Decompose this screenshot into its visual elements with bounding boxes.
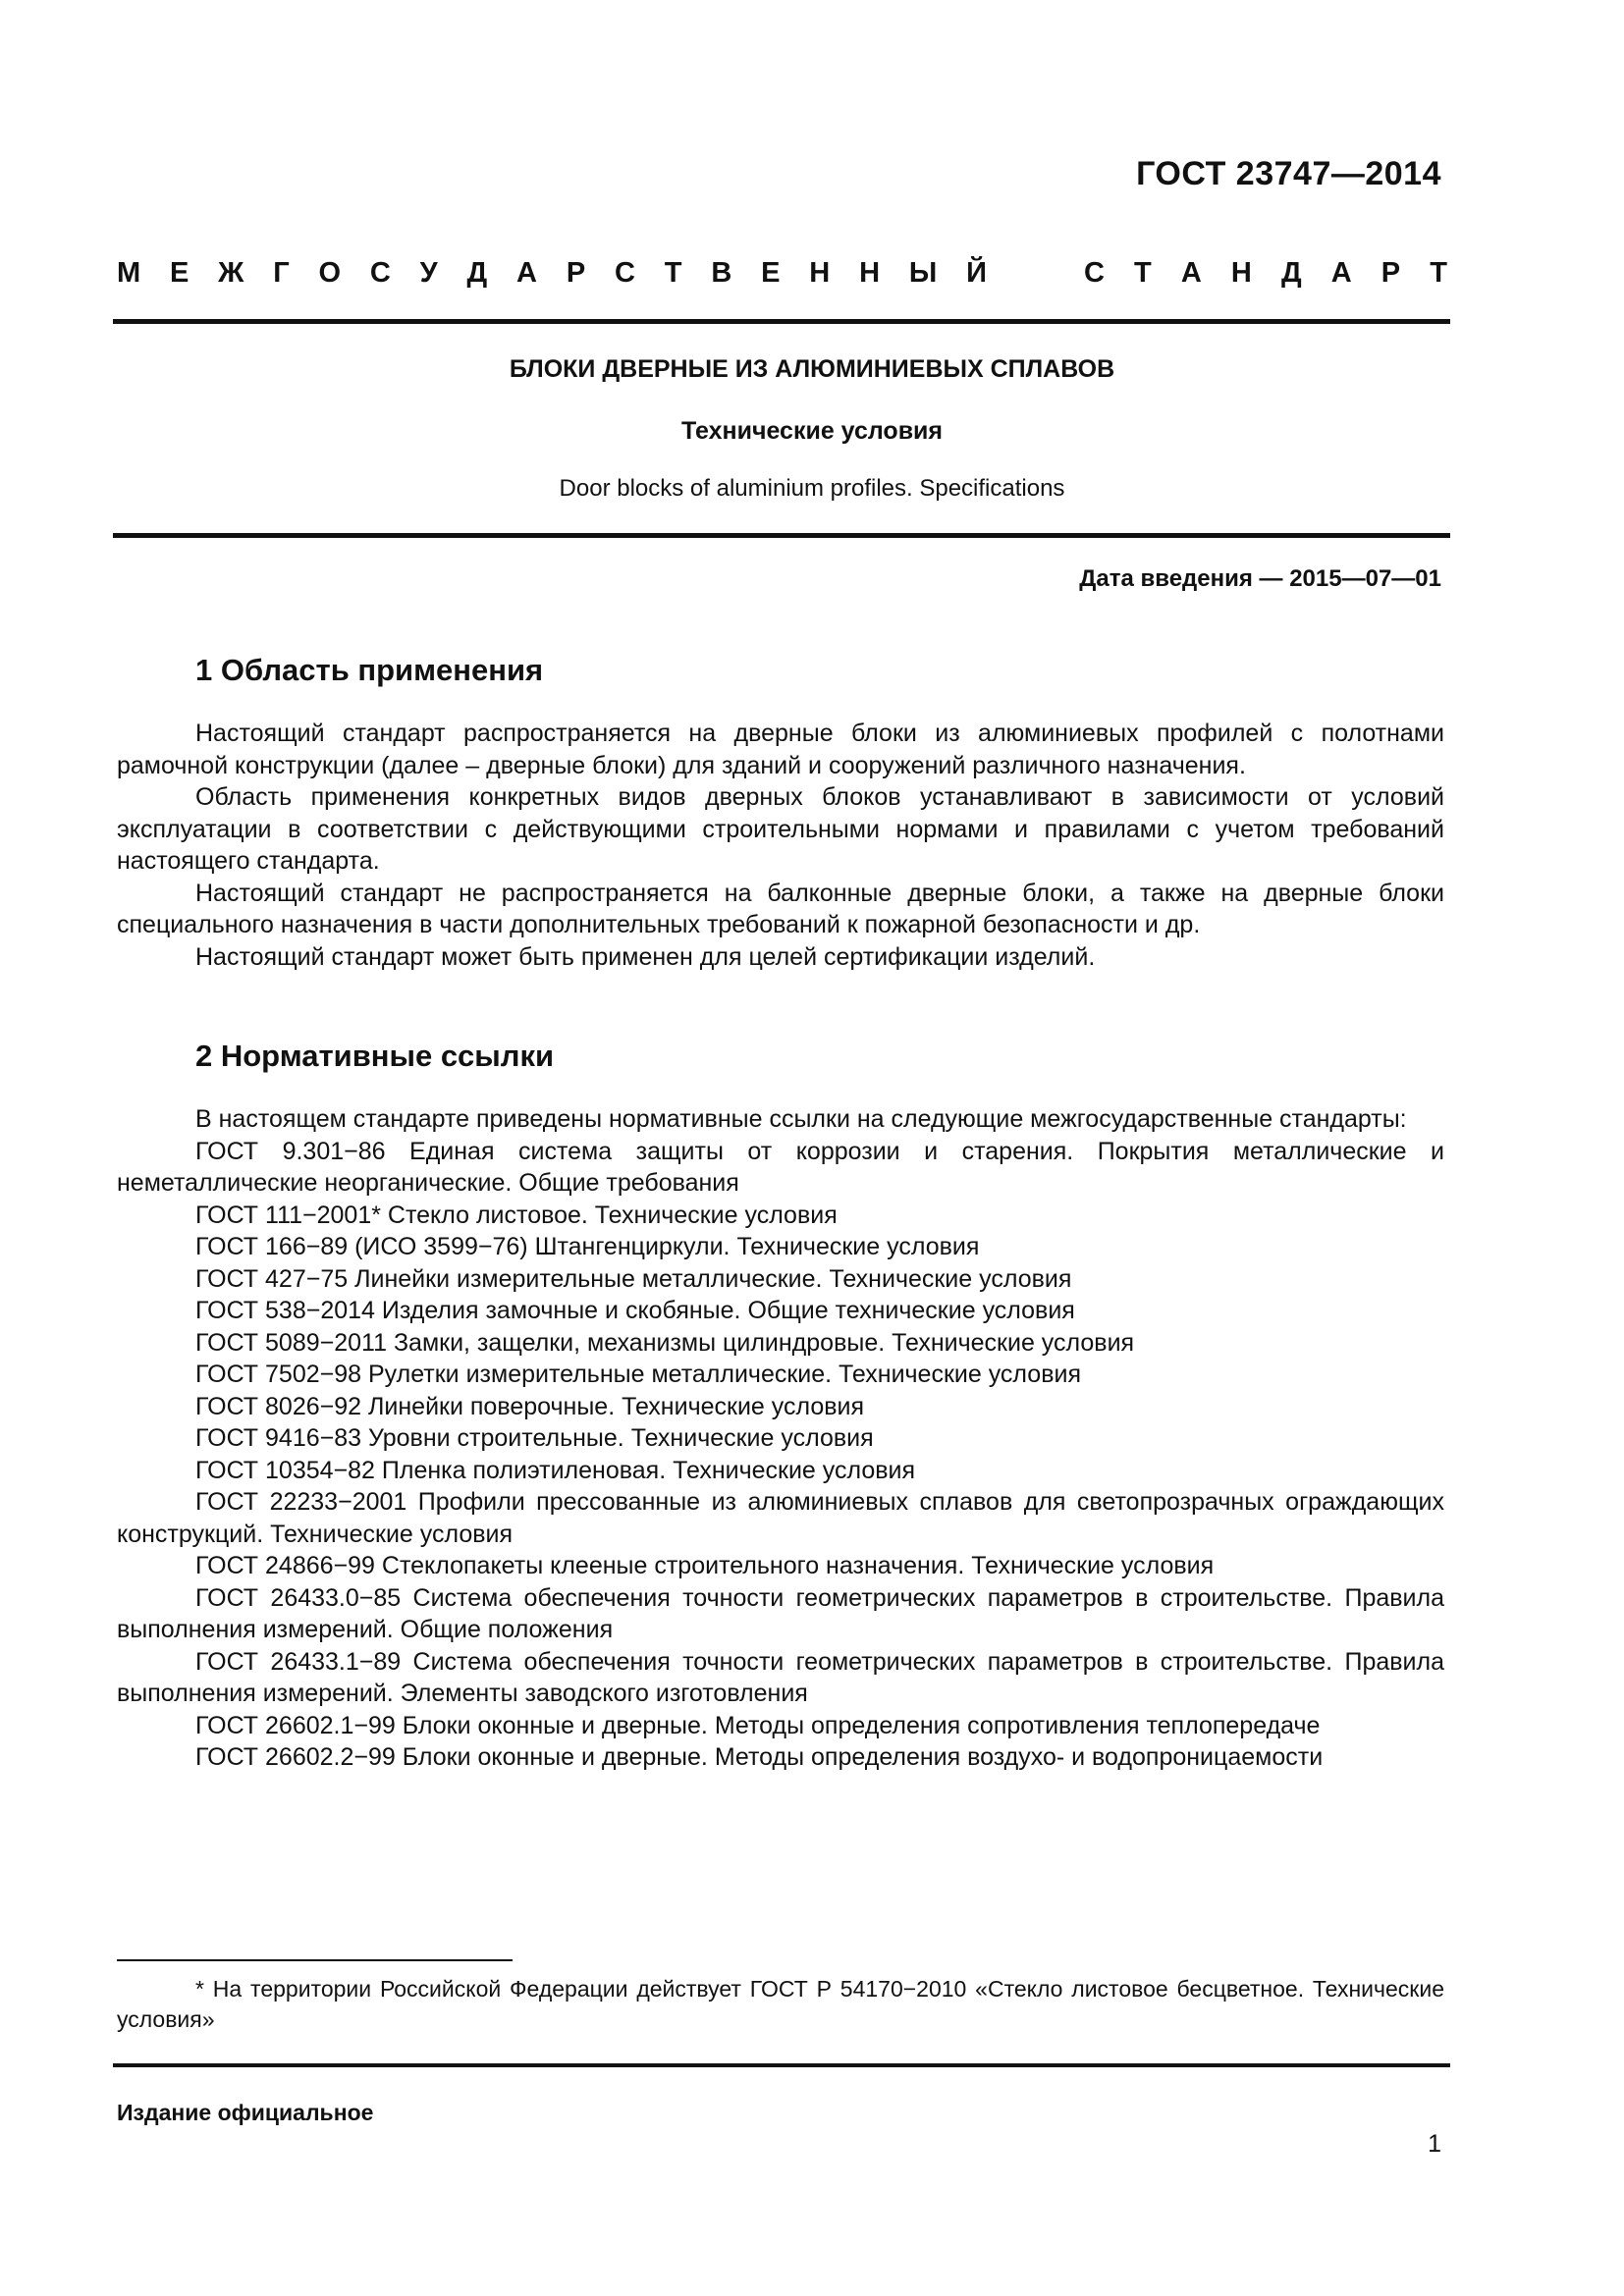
reference-item: ГОСТ 26602.2−99 Блоки оконные и дверные. Методы определения воздухо- и водопроницаемости [195, 1743, 1324, 1771]
reference-item: ГОСТ 10354−82 Пленка полиэтиленовая. Технические условия [195, 1456, 916, 1484]
section-1-heading: 1 Область применения [195, 653, 544, 687]
standard-type-banner [117, 257, 1447, 290]
reference-item: ГОСТ 26602.1−99 Блоки оконные и дверные. Методы определения сопротивления теплопередаче [195, 1711, 1321, 1739]
footnote: * На территории Российской Федерации действует ГОСТ Р 54170−2010 «Стекло листовое бесцветное. Технические условия» [117, 1976, 1444, 2032]
section-1-body [117, 718, 1444, 973]
paragraph: Настоящий стандарт не распространяется на балконные дверные блоки, а также на дверные блоки специального назначения в части дополнительных требований к пожарной безопасности и др. [117, 879, 1444, 938]
banner-letter: Н [809, 257, 831, 289]
banner-letter: Р [566, 257, 586, 289]
reference-item: ГОСТ 111−2001* Стекло листовое. Технические условия [195, 1201, 838, 1229]
banner-letter: Р [1380, 257, 1401, 289]
banner-letter: О [318, 257, 342, 289]
banner-letter: С [369, 257, 391, 289]
banner-letter: В [711, 257, 732, 289]
standard-type-word-standard [1084, 257, 1447, 290]
paragraph: В настоящем стандарте приведены нормативные ссылки на следующие межгосударственные стандарты: [195, 1105, 1407, 1133]
banner-letter: Ж [218, 257, 244, 289]
reference-item: ГОСТ 7502−98 Рулетки измерительные металлические. Технические условия [195, 1361, 1081, 1388]
banner-letter: Т [664, 257, 682, 289]
reference-item: ГОСТ 26433.1−89 Система обеспечения точности геометрических параметров в строительстве. Правила выполнения измерений. Элементы заводского изготовления [117, 1647, 1444, 1707]
introduction-date: Дата введения — 2015—07—01 [1079, 565, 1441, 592]
document-title-english: Door blocks of aluminium profiles. Specifications [559, 475, 1065, 502]
paragraph: Настоящий стандарт может быть применен для целей сертификации изделий. [195, 942, 1096, 971]
paragraph: Настоящий стандарт распространяется на дверные блоки из алюминиевых профилей с полотнами рамочной конструкции (далее – дверные блоки) для зданий и сооружений различного назначения. [117, 720, 1444, 779]
section-2-body [117, 1103, 1444, 1774]
document-title: БЛОКИ ДВЕРНЫЕ ИЗ АЛЮМИНИЕВЫХ СПЛАВОВ [509, 355, 1115, 383]
document-subtitle: Технические условия [680, 417, 944, 445]
banner-letter: Д [466, 257, 488, 289]
reference-item: ГОСТ 8026−92 Линейки поверочные. Технические условия [195, 1392, 865, 1420]
reference-item: ГОСТ 9416−83 Уровни строительные. Технические условия [195, 1424, 874, 1452]
reference-item: ГОСТ 26433.0−85 Система обеспечения точности геометрических параметров в строительстве. Правила выполнения измерений. Общие положения [117, 1583, 1444, 1643]
footnote-separator [117, 1959, 513, 1961]
banner-letter: С [615, 257, 635, 289]
banner-letter: Г [273, 257, 290, 289]
header-divider [113, 319, 1450, 324]
banner-letter: А [1330, 257, 1352, 289]
page-number: 1 [1428, 2130, 1441, 2158]
reference-item: ГОСТ 24866−99 Стеклопакеты клееные строительного назначения. Технические условия [195, 1552, 1215, 1579]
banner-letter: С [1084, 257, 1105, 289]
title-divider [113, 533, 1450, 538]
banner-letter: А [1180, 257, 1202, 289]
banner-letter: Й [966, 257, 987, 289]
reference-item: ГОСТ 9.301−86 Единая система защиты от коррозии и старения. Покрытия металлические и неметаллические неорганические. Общие требования [117, 1137, 1444, 1197]
banner-letter: Е [761, 257, 781, 289]
banner-letter: Н [1230, 257, 1252, 289]
banner-letter: А [516, 257, 537, 289]
document-number: ГОСТ 23747—2014 [1136, 155, 1441, 192]
reference-item: ГОСТ 5089−2011 Замки, защелки, механизмы цилиндровые. Технические условия [195, 1328, 1135, 1357]
reference-item: ГОСТ 166−89 (ИСО 3599−76) Штангенциркули. Технические условия [195, 1233, 980, 1260]
banner-letter: Ы [908, 257, 938, 289]
banner-letter: Н [859, 257, 881, 289]
banner-letter: Д [1280, 257, 1302, 289]
reference-item: ГОСТ 538−2014 Изделия замочные и скобяные. Общие технические условия [195, 1297, 1075, 1324]
banner-letter: Т [1134, 257, 1152, 289]
banner-letter: Т [1430, 257, 1447, 289]
reference-item: ГОСТ 427−75 Линейки измерительные металлические. Технические условия [195, 1264, 1072, 1293]
banner-letter: Е [170, 257, 189, 289]
standard-type-word-interstate [117, 257, 987, 290]
banner-letter: М [117, 257, 141, 289]
paragraph: Область применения конкретных видов дверных блоков устанавливают в зависимости от условий эксплуатации в соответствии с действующими строительными нормами и правилами с учетом требований настоящего стандарта. [117, 783, 1444, 875]
edition-label: Издание официальное [117, 2100, 374, 2125]
footer-divider [113, 2063, 1450, 2067]
banner-letter: У [419, 257, 438, 289]
section-2-heading: 2 Нормативные ссылки [195, 1039, 555, 1073]
reference-item: ГОСТ 22233−2001 Профили прессованные из алюминиевых сплавов для светопрозрачных ограждающих конструкций. Технические условия [117, 1488, 1444, 1548]
